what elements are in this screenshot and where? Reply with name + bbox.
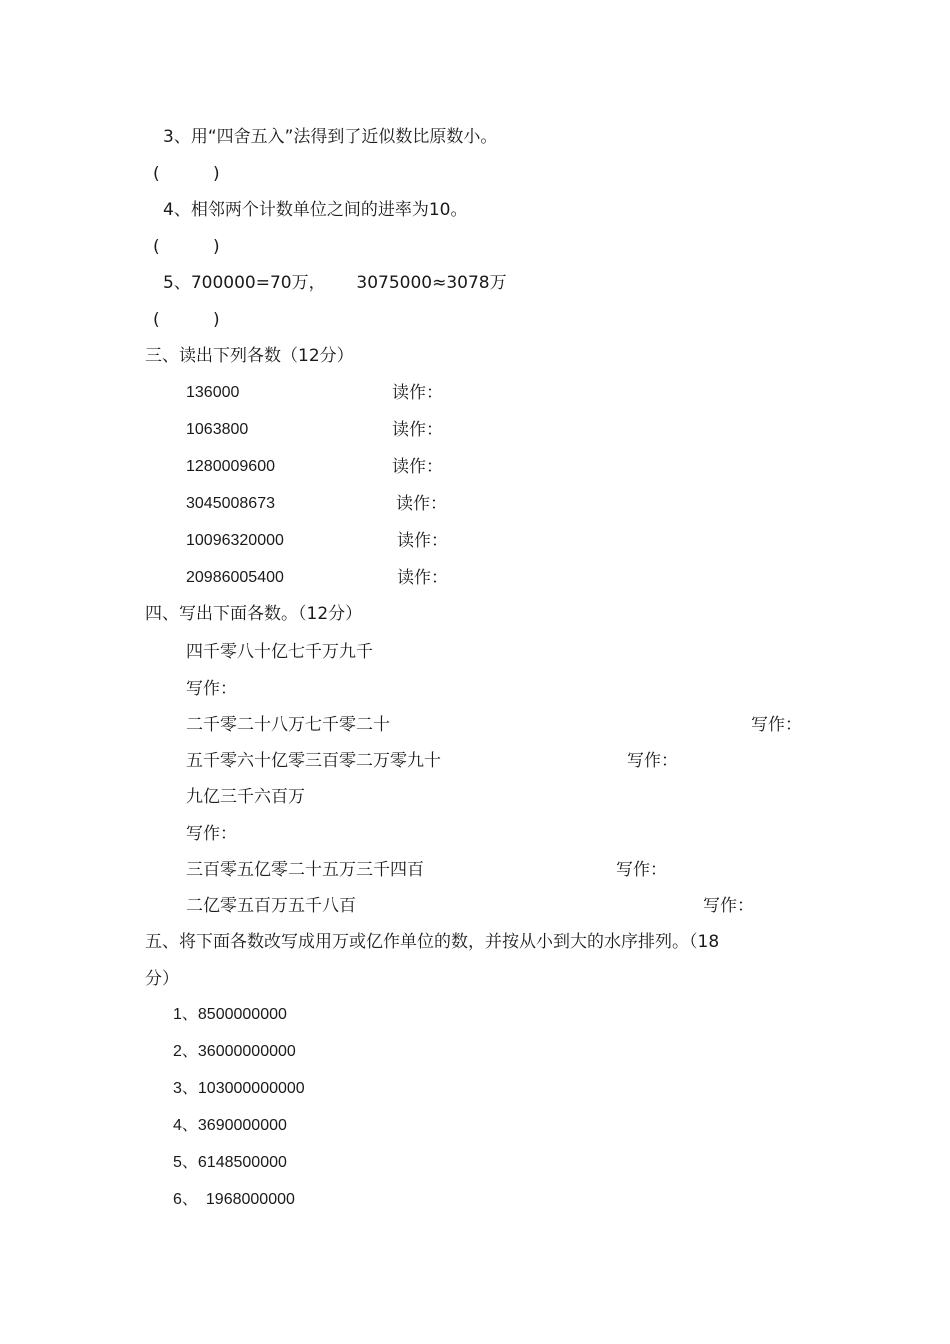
write-label: 写作： bbox=[616, 860, 667, 880]
section-heading-5-continued: 分） bbox=[145, 969, 179, 989]
paren-right: ) bbox=[213, 164, 220, 184]
number-value: 10096320000 bbox=[186, 532, 284, 549]
read-row bbox=[186, 455, 486, 479]
read-label: 读作： bbox=[397, 531, 448, 551]
chinese-number: 二亿零五百万五千八百 bbox=[186, 896, 356, 916]
paren-right: ) bbox=[213, 237, 220, 257]
number-value: 136000 bbox=[186, 384, 240, 401]
number-value: 20986005400 bbox=[186, 569, 284, 586]
write-label: 写作： bbox=[703, 896, 754, 916]
read-row bbox=[186, 566, 486, 590]
list-item: 5、6148500000 bbox=[173, 1154, 287, 1171]
read-label: 读作： bbox=[392, 457, 443, 477]
write-label: 写作： bbox=[186, 824, 237, 844]
read-row bbox=[186, 381, 486, 405]
chinese-number: 四千零八十亿七千万九千 bbox=[186, 642, 373, 662]
paren-right: ) bbox=[213, 310, 220, 330]
read-label: 读作： bbox=[392, 420, 443, 440]
write-label: 写作： bbox=[186, 679, 237, 699]
number-value: 1280009600 bbox=[186, 458, 275, 475]
read-label: 读作： bbox=[392, 383, 443, 403]
judge-item-4: 4、相邻两个计数单位之间的进率为10。 bbox=[163, 200, 468, 220]
read-row bbox=[186, 492, 486, 516]
judge-item-3: 3、用“四舍五入”法得到了近似数比原数小。 bbox=[163, 127, 498, 147]
read-row bbox=[186, 529, 486, 553]
judge-item-5 bbox=[163, 271, 507, 295]
read-label: 读作： bbox=[396, 494, 447, 514]
paren-left: ( bbox=[153, 164, 160, 184]
list-item: 2、36000000000 bbox=[173, 1043, 296, 1060]
section-heading-3: 三、读出下列各数（12分） bbox=[145, 346, 354, 366]
number-value: 3045008673 bbox=[186, 495, 275, 512]
write-label: 写作： bbox=[627, 751, 678, 771]
write-label: 写作： bbox=[751, 715, 802, 735]
list-item: 1、8500000000 bbox=[173, 1006, 287, 1023]
chinese-number: 二千零二十八万七千零二十 bbox=[186, 715, 390, 735]
number-value: 1063800 bbox=[186, 421, 249, 438]
read-label: 读作： bbox=[397, 568, 448, 588]
judge-item-5-part-b: 3075000≈3078万 bbox=[356, 273, 507, 293]
paren-left: ( bbox=[153, 310, 160, 330]
chinese-number: 五千零六十亿零三百零二万零九十 bbox=[186, 751, 441, 771]
chinese-number: 三百零五亿零二十五万三千四百 bbox=[186, 860, 424, 880]
judge-item-5-part-a: 5、700000=70万， bbox=[163, 273, 326, 293]
chinese-number: 九亿三千六百万 bbox=[186, 787, 305, 807]
section-heading-4: 四、写出下面各数。（12分） bbox=[145, 604, 363, 624]
section-heading-5: 五、将下面各数改写成用万或亿作单位的数，并按从小到大的水序排列。（18 bbox=[145, 932, 720, 952]
list-item: 4、3690000000 bbox=[173, 1117, 287, 1134]
read-row bbox=[186, 418, 486, 442]
list-item: 6、 1968000000 bbox=[173, 1191, 295, 1208]
list-item: 3、103000000000 bbox=[173, 1080, 305, 1097]
paren-left: ( bbox=[153, 237, 160, 257]
